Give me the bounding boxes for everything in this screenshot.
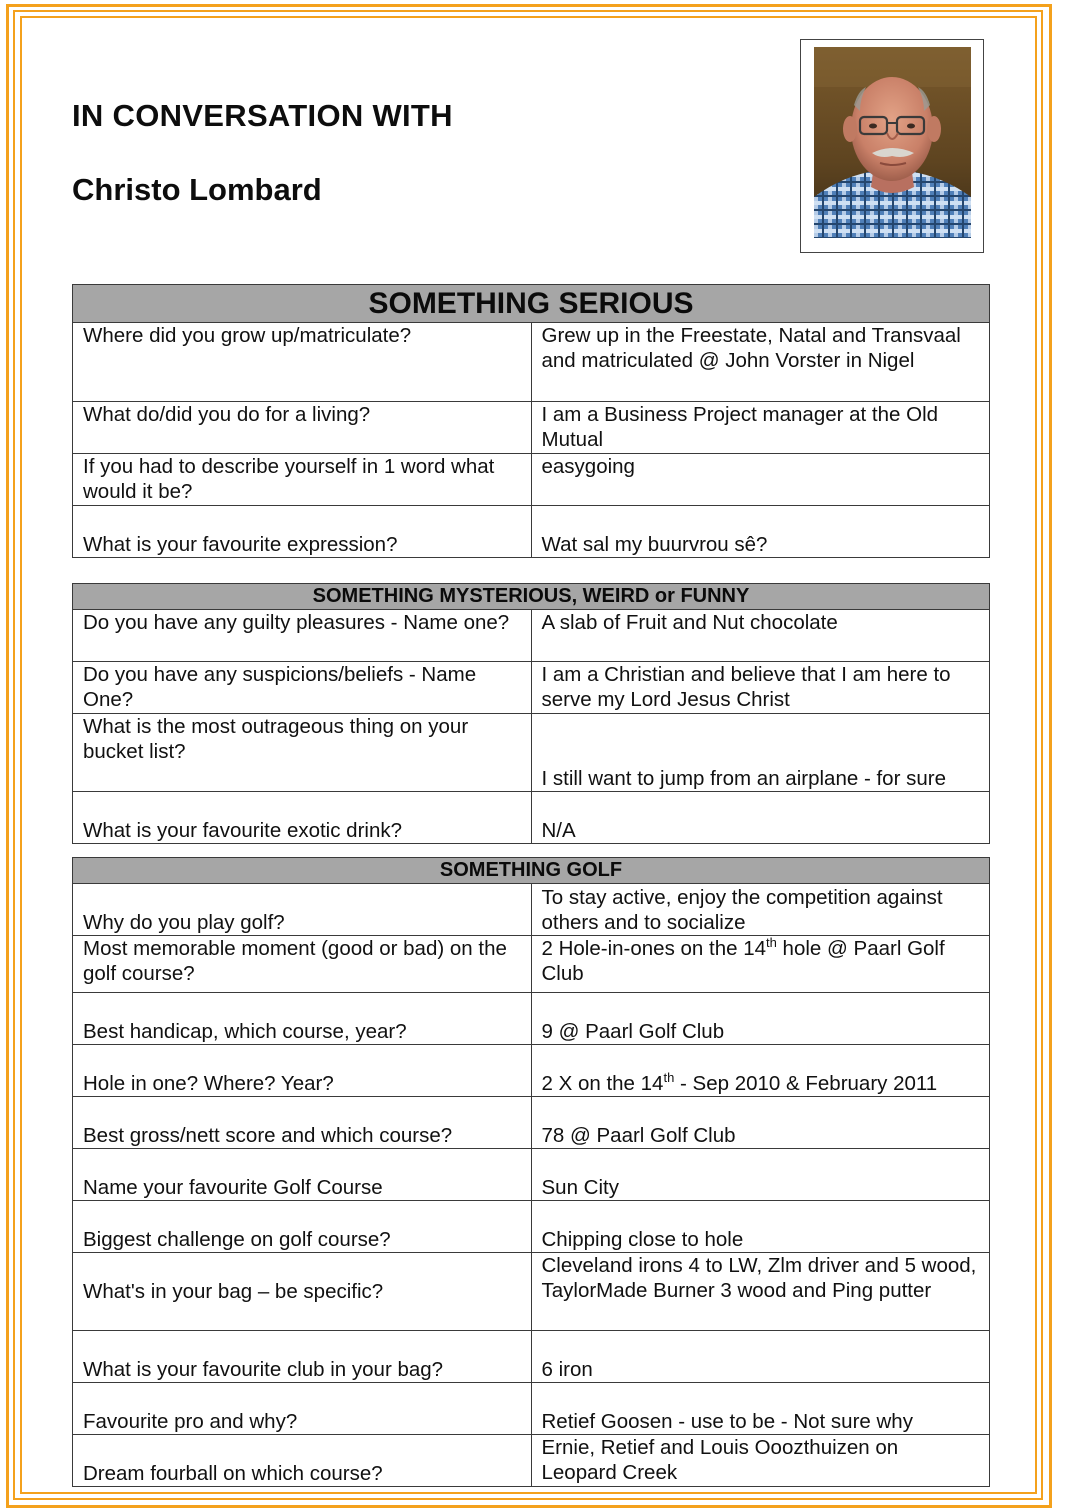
question-cell: Name your favourite Golf Course bbox=[73, 1149, 532, 1201]
ordinal-suffix: th bbox=[663, 1070, 675, 1086]
table-row bbox=[73, 714, 990, 792]
question-cell: What's in your bag – be specific? bbox=[73, 1253, 532, 1331]
answer-cell: Ernie, Retief and Louis Ooozthuizen on Leopard Creek bbox=[531, 1435, 990, 1487]
table-row bbox=[73, 1201, 990, 1253]
table-row bbox=[73, 1435, 990, 1487]
question-cell: Favourite pro and why? bbox=[73, 1383, 532, 1435]
answer-cell bbox=[531, 1045, 990, 1097]
question-cell: Where did you grow up/matriculate? bbox=[73, 323, 532, 402]
mysterious-section-table bbox=[72, 583, 990, 844]
question-cell: Dream fourball on which course? bbox=[73, 1435, 532, 1487]
answer-cell: Chipping close to hole bbox=[531, 1201, 990, 1253]
answer-cell: Cleveland irons 4 to LW, Zlm driver and 5 wood, TaylorMade Burner 3 wood and Ping putter bbox=[531, 1253, 990, 1331]
table-row bbox=[73, 1045, 990, 1097]
page-heading: IN CONVERSATION WITH bbox=[72, 98, 453, 133]
question-cell: What do/did you do for a living? bbox=[73, 402, 532, 454]
answer-cell: Grew up in the Freestate, Natal and Transvaal and matriculated @ John Vorster in Nigel bbox=[531, 323, 990, 402]
table-row bbox=[73, 402, 990, 454]
table-row bbox=[73, 454, 990, 506]
serious-section-table bbox=[72, 284, 990, 558]
table-row bbox=[73, 1253, 990, 1331]
answer-cell: Wat sal my buurvrou sê? bbox=[531, 506, 990, 558]
mysterious-section-header: SOMETHING MYSTERIOUS, WEIRD or FUNNY bbox=[73, 584, 990, 610]
question-cell: Most memorable moment (good or bad) on the golf course? bbox=[73, 936, 532, 993]
question-cell: Do you have any suspicions/beliefs - Name One? bbox=[73, 662, 532, 714]
question-cell: If you had to describe yourself in 1 word what would it be? bbox=[73, 454, 532, 506]
question-cell: What is your favourite club in your bag? bbox=[73, 1331, 532, 1383]
table-row bbox=[73, 884, 990, 936]
answer-cell bbox=[531, 936, 990, 993]
answer-text: hole @ Paarl Golf Club bbox=[541, 937, 945, 985]
question-cell: Biggest challenge on golf course? bbox=[73, 1201, 532, 1253]
answer-cell: A slab of Fruit and Nut chocolate bbox=[531, 610, 990, 662]
table-row bbox=[73, 1097, 990, 1149]
table-row bbox=[73, 610, 990, 662]
ordinal-suffix: th bbox=[766, 935, 777, 951]
interviewee-name: Christo Lombard bbox=[72, 172, 322, 207]
table-row bbox=[73, 506, 990, 558]
question-cell: Why do you play golf? bbox=[73, 884, 532, 936]
answer-cell: Retief Goosen - use to be - Not sure why bbox=[531, 1383, 990, 1435]
table-row bbox=[73, 936, 990, 993]
portrait-photo bbox=[814, 47, 971, 238]
answer-cell: 6 iron bbox=[531, 1331, 990, 1383]
answer-text: 2 Hole-in-ones on the 14 bbox=[541, 937, 767, 960]
answer-cell: I am a Christian and believe that I am here to serve my Lord Jesus Christ bbox=[531, 662, 990, 714]
table-row bbox=[73, 323, 990, 402]
question-cell: Do you have any guilty pleasures - Name one? bbox=[73, 610, 532, 662]
serious-section-header: SOMETHING SERIOUS bbox=[73, 285, 990, 323]
answer-cell: easygoing bbox=[531, 454, 990, 506]
golf-section-header: SOMETHING GOLF bbox=[73, 858, 990, 884]
question-cell: What is your favourite expression? bbox=[73, 506, 532, 558]
question-cell: Best gross/nett score and which course? bbox=[73, 1097, 532, 1149]
question-cell: Best handicap, which course, year? bbox=[73, 993, 532, 1045]
answer-cell: 9 @ Paarl Golf Club bbox=[531, 993, 990, 1045]
answer-cell: N/A bbox=[531, 792, 990, 844]
question-cell: Hole in one? Where? Year? bbox=[73, 1045, 532, 1097]
table-row bbox=[73, 993, 990, 1045]
question-cell: What is the most outrageous thing on your bucket list? bbox=[73, 714, 532, 792]
portrait-frame bbox=[800, 39, 984, 253]
table-row bbox=[73, 662, 990, 714]
answer-cell: 78 @ Paarl Golf Club bbox=[531, 1097, 990, 1149]
question-cell: What is your favourite exotic drink? bbox=[73, 792, 532, 844]
table-row bbox=[73, 792, 990, 844]
answer-cell: I am a Business Project manager at the Old Mutual bbox=[531, 402, 990, 454]
table-row bbox=[73, 1331, 990, 1383]
answer-text: - Sep 2010 & February 2011 bbox=[674, 1072, 938, 1095]
answer-text: 2 X on the 14 bbox=[541, 1072, 664, 1095]
answer-cell: Sun City bbox=[531, 1149, 990, 1201]
table-row bbox=[73, 1383, 990, 1435]
golf-section-table bbox=[72, 857, 990, 1487]
answer-cell: I still want to jump from an airplane - for sure bbox=[531, 714, 990, 792]
answer-cell: To stay active, enjoy the competition against others and to socialize bbox=[531, 884, 990, 936]
table-row bbox=[73, 1149, 990, 1201]
